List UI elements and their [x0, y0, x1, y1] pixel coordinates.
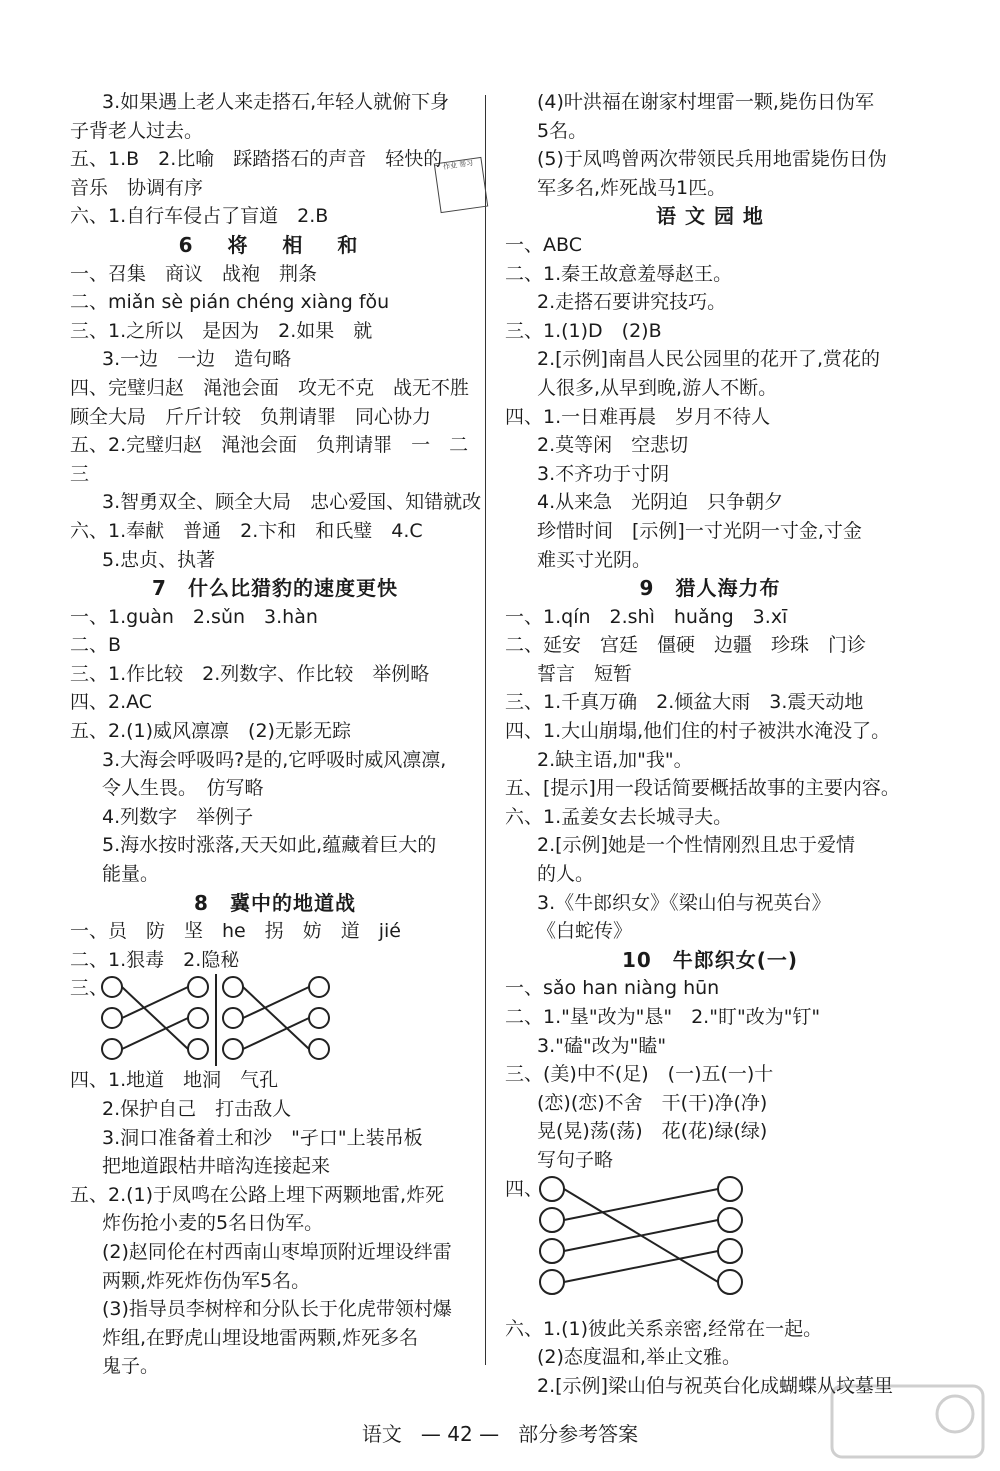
match-node: [102, 1039, 122, 1059]
stamp-mark: 作业 帮习: [434, 157, 488, 213]
match-node: [718, 1208, 742, 1232]
answer-line: 六、1.(1)彼此关系亲密,经常在一起。: [505, 1317, 823, 1340]
answer-line: 一、1.guàn 2.sǔn 3.hàn: [70, 605, 318, 628]
match-node: [223, 1039, 243, 1059]
answer-line: (5)于凤鸣曾两次带领民兵用地雷毙伤日伪: [537, 148, 887, 171]
answer-line: 的人。: [537, 863, 595, 886]
question-label: 三、: [70, 977, 109, 1000]
answer-line: 3.智勇双全、顾全大局 忠心爱国、知错就改: [102, 491, 482, 514]
watermark-logo: [830, 1384, 985, 1459]
answer-line: 六、1.孟姜女去长城寻夫。: [505, 805, 733, 828]
section-title: 10 牛郎织女(一): [621, 947, 799, 972]
answer-line: (2)态度温和,举止文雅。: [537, 1346, 741, 1369]
match-node: [102, 1008, 122, 1028]
question-label: 四、: [505, 1177, 544, 1200]
match-node: [188, 1008, 208, 1028]
matching-diagram-right: [505, 1175, 915, 1315]
answer-line: 音乐 协调有序: [70, 176, 204, 199]
answer-line: (2)赵同伦在村西南山枣埠顶附近埋设绊雷: [102, 1240, 452, 1263]
answer-line: 五、2.(1)威风凛凛 (2)无影无踪: [70, 720, 351, 743]
page-number: — 42 —: [420, 1422, 500, 1446]
answer-line: 顾全大局 斤斤计较 负荆请罪 同心协力: [70, 405, 432, 428]
answer-line: 鬼子。: [102, 1355, 160, 1378]
match-node: [309, 1039, 329, 1059]
match-node: [223, 977, 243, 997]
section-title: 7 什么比猎豹的速度更快: [152, 576, 398, 601]
answer-line: 3.洞口准备着土和沙 "孑口"上装吊板: [102, 1126, 423, 1149]
answer-line: 《白蛇传》: [537, 920, 633, 943]
answer-line: 四、完璧归赵 渑池会面 攻无不克 战无不胜: [70, 376, 470, 399]
match-node: [309, 1008, 329, 1028]
answer-line: 一、员 防 坚 he 拐 妨 道 jié: [70, 920, 401, 943]
match-link: [122, 1018, 188, 1049]
answer-line: 2.保护自己 打击敌人: [102, 1098, 292, 1120]
match-node: [718, 1239, 742, 1263]
answer-line: 2.[示例]南昌人民公园里的花开了,赏花的: [537, 348, 880, 371]
answer-line: 3.大海会呼吸吗?是的,它呼吸时威风凛凛,: [102, 748, 447, 771]
answer-line: 5名。: [537, 119, 588, 142]
answer-line: 把地道跟枯井暗沟连接起来: [102, 1155, 331, 1178]
answer-line: 军多名,炸死战马1匹。: [537, 176, 727, 199]
answer-line: 写句子略: [537, 1148, 614, 1171]
answer-line: 3.一边 一边 造句略: [102, 348, 292, 371]
match-link: [243, 987, 309, 1049]
footer-label: 部分参考答案: [518, 1422, 639, 1446]
match-link: [243, 987, 309, 1018]
match-node: [188, 1039, 208, 1059]
answer-line: 二、B: [70, 634, 122, 657]
answer-line: 二、延安 宫廷 僵硬 边疆 珍珠 门诊: [505, 634, 867, 657]
answer-line: 三、1.(1)D (2)B: [505, 319, 662, 342]
answer-line: 5.海水按时涨落,天天如此,蕴藏着巨大的: [102, 834, 437, 857]
match-node: [718, 1177, 742, 1201]
answer-line: 四、2.AC: [70, 691, 153, 714]
answer-line: 四、1.大山崩塌,他们住的村子被洪水淹没了。: [505, 720, 891, 743]
match-node: [223, 1008, 243, 1028]
answer-line: 四、1.地道 地洞 气孔: [70, 1069, 279, 1092]
answer-line: 四、1.一日难再晨 岁月不待人: [505, 405, 771, 428]
answer-line: 二、1."垦"改为"恳" 2."盯"改为"钉": [505, 1006, 821, 1028]
answer-line: 两颗,炸死炸伤伪军5名。: [102, 1269, 311, 1292]
match-node: [102, 977, 122, 997]
answer-line: 誓言 短暂: [537, 662, 633, 685]
answer-line: 3.不齐功于寸阴: [537, 462, 670, 485]
section-title: 8 冀中的地道战: [194, 890, 356, 915]
answer-line: 一、ABC: [505, 233, 582, 256]
section-title: 6 将 相 和: [178, 232, 372, 257]
answer-line: 珍惜时间 [示例]一寸光阴一寸金,寸金: [537, 519, 862, 542]
answer-line: 3.《牛郎织女》《梁山伯与祝英台》: [537, 891, 831, 914]
answer-line: 二、1.秦王故意羞辱赵王。: [505, 262, 733, 285]
section-title: 语 文 园 地: [656, 204, 764, 229]
answer-line: 难买寸光阴。: [537, 548, 652, 571]
answer-line: 4.从来急 光阴迫 只争朝夕: [537, 491, 784, 514]
left-column: [70, 88, 480, 1381]
answer-line: 晃(晃)荡(荡) 花(花)绿(绿): [537, 1120, 768, 1143]
match-link: [243, 1018, 309, 1049]
answer-line: 5.忠贞、执著: [102, 548, 216, 571]
section-title: 9 猎人海力布: [639, 576, 781, 601]
right-column: [505, 88, 915, 1400]
answer-line: 二、1.狠毒 2.隐秘: [70, 948, 240, 971]
match-link: [564, 1189, 718, 1220]
answer-line: 六、1.奉献 普通 2.卞和 和氏璧 4.C: [70, 519, 423, 542]
answer-line: 三、1.作比较 2.列数字、作比较 举例略: [70, 662, 430, 685]
answer-line: 2.莫等闲 空悲切: [537, 434, 689, 457]
answer-line: 4.列数字 举例子: [102, 805, 254, 828]
match-node: [540, 1177, 564, 1201]
answer-line: 一、sǎo han niàng hūn: [505, 977, 720, 1000]
match-node: [540, 1208, 564, 1232]
answer-line: (恋)(恋)不舍 干(干)净(净): [537, 1091, 768, 1114]
answer-line: 2.[示例]她是一个性情刚烈且忠于爱情: [537, 834, 855, 857]
match-node: [540, 1239, 564, 1263]
match-node: [718, 1270, 742, 1294]
match-link: [564, 1251, 718, 1282]
answer-line: 人很多,从早到晚,游人不断。: [537, 376, 778, 399]
answer-line: 六、1.自行车侵占了盲道 2.B: [70, 205, 329, 228]
match-node: [188, 977, 208, 997]
match-link: [564, 1220, 718, 1251]
answer-line: 2.走搭石要讲究技巧。: [537, 291, 727, 314]
answer-line: 3."磕"改为"瞌": [537, 1034, 667, 1057]
answer-line: 三、1.之所以 是因为 2.如果 就: [70, 319, 373, 342]
answer-line: 三、1.千真万确 2.倾盆大雨 3.震天动地: [505, 691, 864, 714]
match-node: [540, 1270, 564, 1294]
answer-line: 五、2.完璧归赵 渑池会面 负荆请罪 一 二: [70, 434, 469, 457]
answer-line: 五、[提示]用一段话简要概括故事的主要内容。: [505, 777, 900, 800]
answer-line: 3.如果遇上老人来走搭石,年轻人就俯下身: [102, 91, 450, 113]
answer-line: 一、召集 商议 战袍 荆条: [70, 262, 318, 285]
match-link: [122, 987, 188, 1049]
answer-line: 一、1.qín 2.shì huǎng 3.xī: [505, 605, 788, 628]
matching-diagram-left: [70, 974, 480, 1066]
answer-line: 五、1.B 2.比喻 踩踏搭石的声音 轻快的: [70, 148, 443, 171]
answer-line: 五、2.(1)于凤鸣在公路上埋下两颗地雷,炸死: [70, 1183, 445, 1206]
answer-line: 2.缺主语,加"我"。: [537, 748, 693, 771]
column-divider: [485, 95, 486, 1365]
answer-line: (4)叶洪福在谢家村埋雷一颗,毙伤日伪军: [537, 91, 874, 113]
answer-line: (3)指导员李树梓和分队长于化虎带领村爆: [102, 1298, 452, 1321]
answer-line: 炸组,在野虎山埋设地雷两颗,炸死多名: [102, 1326, 419, 1349]
answer-line: 三: [70, 462, 90, 485]
match-link: [122, 987, 188, 1018]
answer-line: 三、(美)中不(足) (一)五(一)十: [505, 1063, 774, 1086]
answer-line: 炸伤抢小麦的5名日伪军。: [102, 1212, 324, 1235]
answer-line: 二、miǎn sè pián chéng xiàng fǒu: [70, 291, 390, 314]
answer-line: 2.[示例]梁山伯与祝英台化成蝴蝶从坟墓里: [537, 1374, 893, 1397]
answer-line: 子背老人过去。: [70, 119, 204, 142]
footer-subject: 语文: [361, 1422, 402, 1446]
match-node: [309, 977, 329, 997]
answer-line: 能量。: [102, 863, 160, 886]
answer-line: 令人生畏。 仿写略: [102, 777, 264, 800]
